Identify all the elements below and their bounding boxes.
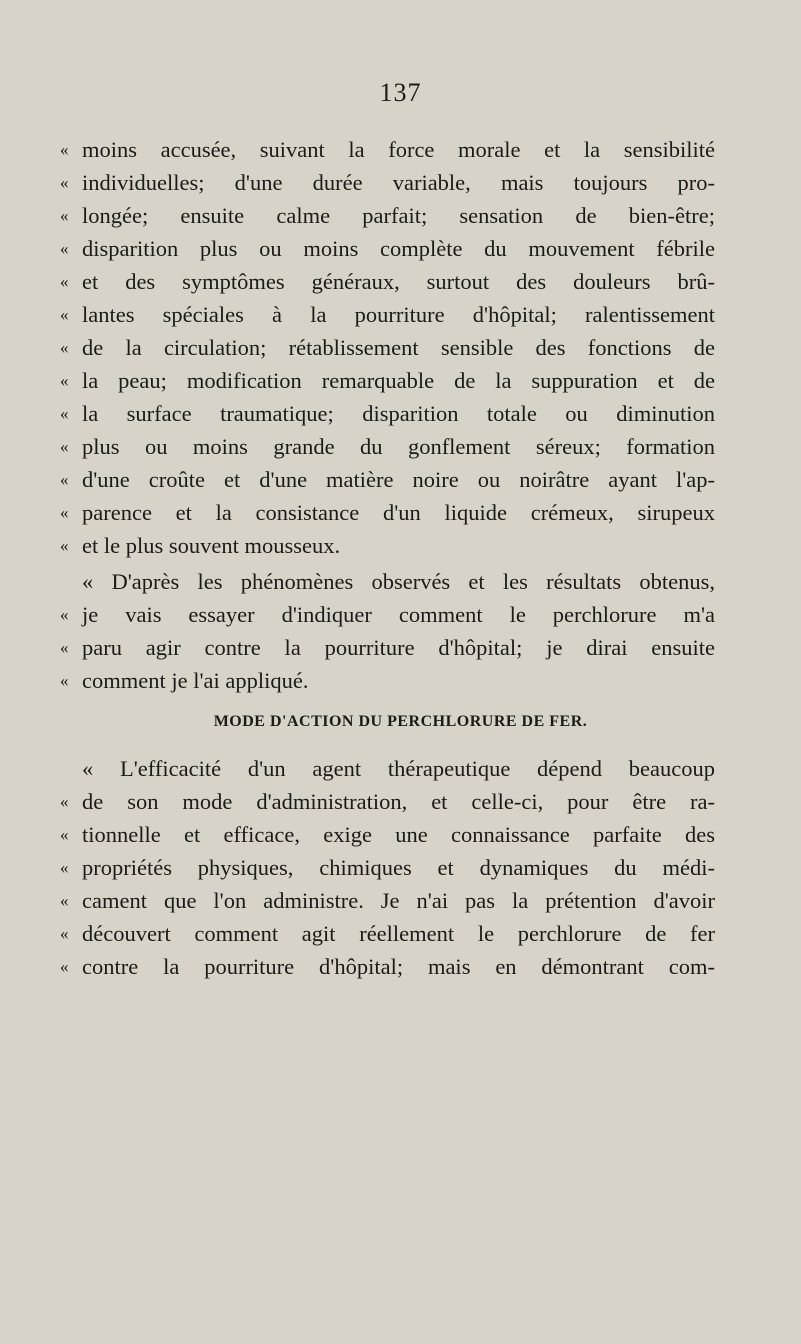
text-line <box>60 530 715 562</box>
guillemet: « <box>60 206 69 225</box>
guillemet: « <box>60 173 69 192</box>
guillemet: « <box>60 140 69 159</box>
line-text: « L'efficacité d'un agent thérapeutique dépend beaucoup <box>82 756 715 781</box>
line-text: tionnelle et efficace, exige une connaissance parfaite des <box>82 822 715 847</box>
line-text: individuelles; d'une durée variable, mais toujours pro- <box>82 170 715 195</box>
line-text: et le plus souvent mousseux. <box>82 533 341 558</box>
line-text: cament que l'on administre. Je n'ai pas la prétention d'avoir <box>82 888 715 913</box>
text-line <box>60 398 715 430</box>
guillemet: « <box>60 671 69 690</box>
text-line <box>60 233 715 265</box>
line-text: plus ou moins grande du gonflement séreux; formation <box>82 434 715 459</box>
text-line <box>60 885 715 917</box>
text-line <box>60 599 715 631</box>
text-line <box>60 299 715 331</box>
guillemet: « <box>60 239 69 258</box>
guillemet: « <box>60 338 69 357</box>
text-line <box>60 464 715 496</box>
line-text: disparition plus ou moins complète du mouvement fébrile <box>82 236 715 261</box>
line-text: d'une croûte et d'une matière noire ou noirâtre ayant l'ap- <box>82 467 715 492</box>
guillemet: « <box>60 638 69 657</box>
text-line <box>60 951 715 983</box>
text-line <box>60 632 715 664</box>
guillemet: « <box>60 924 69 943</box>
guillemet: « <box>60 371 69 390</box>
guillemet: « <box>60 858 69 877</box>
line-text: de la circulation; rétablissement sensible des fonctions de <box>82 335 715 360</box>
line-text: « D'après les phénomènes observés et les résultats obtenus, <box>82 569 715 594</box>
text-line <box>60 266 715 298</box>
line-text: comment je l'ai appliqué. <box>82 668 309 693</box>
guillemet: « <box>60 891 69 910</box>
guillemet: « <box>60 503 69 522</box>
line-text: je vais essayer d'indiquer comment le perchlorure m'a <box>82 602 715 627</box>
line-text: de son mode d'administration, et celle-ci, pour être ra- <box>82 789 715 814</box>
text-line <box>60 566 715 598</box>
text-line <box>60 753 715 785</box>
line-text: la surface traumatique; disparition totale ou diminution <box>82 401 715 426</box>
line-text: découvert comment agit réellement le perchlorure de fer <box>82 921 715 946</box>
section-heading: MODE D'ACTION DU PERCHLORURE DE FER. <box>213 713 588 730</box>
text-line <box>60 852 715 884</box>
guillemet: « <box>60 305 69 324</box>
text-line <box>60 918 715 950</box>
text-line <box>60 134 715 166</box>
guillemet: « <box>60 792 69 811</box>
page-number: 137 <box>379 78 422 107</box>
guillemet: « <box>60 605 69 624</box>
text-line <box>60 819 715 851</box>
guillemet: « <box>60 957 69 976</box>
guillemet: « <box>60 437 69 456</box>
guillemet: « <box>60 470 69 489</box>
text-line <box>60 497 715 529</box>
line-text: et des symptômes généraux, surtout des douleurs brû- <box>82 269 715 294</box>
guillemet: « <box>60 404 69 423</box>
guillemet: « <box>60 536 69 555</box>
text-line <box>60 665 715 697</box>
text-line <box>60 167 715 199</box>
text-line <box>60 431 715 463</box>
text-line <box>60 365 715 397</box>
text-line <box>60 786 715 818</box>
line-text: la peau; modification remarquable de la suppuration et de <box>82 368 715 393</box>
guillemet: « <box>60 825 69 844</box>
line-text: longée; ensuite calme parfait; sensation de bien-être; <box>82 203 715 228</box>
line-text: parence et la consistance d'un liquide crémeux, sirupeux <box>82 500 715 525</box>
line-text: lantes spéciales à la pourriture d'hôpital; ralentissement <box>82 302 715 327</box>
line-text: propriétés physiques, chimiques et dynamiques du médi- <box>82 855 715 880</box>
line-text: contre la pourriture d'hôpital; mais en démontrant com- <box>82 954 715 979</box>
line-text: paru agir contre la pourriture d'hôpital; je dirai ensuite <box>82 635 715 660</box>
text-line <box>60 200 715 232</box>
line-text: moins accusée, suivant la force morale et la sensibilité <box>82 137 715 162</box>
guillemet: « <box>60 272 69 291</box>
text-line <box>60 332 715 364</box>
